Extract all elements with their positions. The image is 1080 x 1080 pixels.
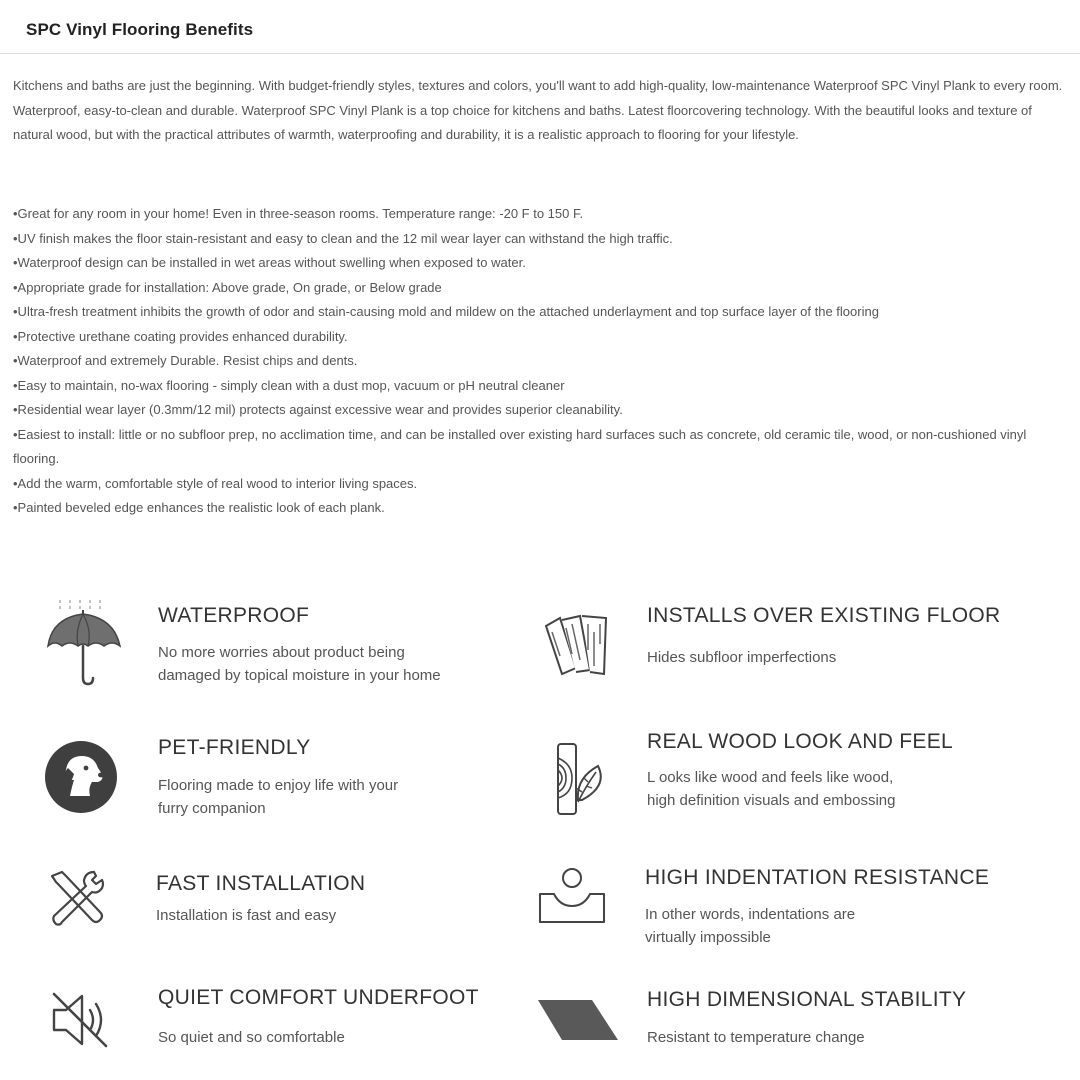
list-item: •Painted beveled edge enhances the realistic look of each plank. [13,500,385,515]
feature-description-line: Resistant to temperature change [647,1029,865,1046]
feature-description [156,904,536,927]
feature-title: PET-FRIENDLY [158,736,311,759]
feature-title: QUIET COMFORT UNDERFOOT [158,986,479,1009]
feature-description [158,641,538,687]
feature-description-line: damaged by topical moisture in your home [158,667,441,684]
feature-description-line: high definition visuals and embossing [647,792,896,809]
intro-paragraph: Kitchens and baths are just the beginning. With budget-friendly styles, textures and colors, you'll want to add high-quality, low-maintenance Waterproof SPC Vinyl Plank to every room. Waterproof, easy-to-clean and durable. Waterproof SPC Vinyl Plank is a top choice for kitchens and baths. Latest floorcovering technology. With the beautiful looks and texture of natural wood, but with the practical attributes of warmth, waterproofing and durability, it is a realistic approach to flooring for your lifestyle. [13,78,1063,142]
parallelogram-plank-icon [534,998,620,1042]
feature-description [647,646,1027,669]
benefits-list [13,202,1071,521]
feature-title: HIGH DIMENSIONAL STABILITY [647,988,967,1011]
feature-description [647,766,1027,812]
feature-description-line: Hides subfloor imperfections [647,649,837,666]
feature-description [158,1026,538,1049]
feature-title: FAST INSTALLATION [156,872,366,895]
list-item: •Great for any room in your home! Even in three-season rooms. Temperature range: -20 F to 150 F. [13,206,584,221]
feature-description-line: furry companion [158,800,266,817]
feature-description-line: Installation is fast and easy [156,907,337,924]
feature-description [645,903,1025,949]
page-title: SPC Vinyl Flooring Benefits [26,20,254,39]
list-item: •Residential wear layer (0.3mm/12 mil) protects against excessive wear and provides superior cleanability. [13,402,623,417]
feature-title: INSTALLS OVER EXISTING FLOOR [647,604,1001,627]
feature-description-line: So quiet and so comfortable [158,1029,345,1046]
feature-description-line: In other words, indentations are [645,906,856,923]
feature-description [158,774,538,820]
feature-description-line: L ooks like wood and feels like wood, [647,769,894,786]
page-header [0,0,1080,54]
feature-title: HIGH INDENTATION RESISTANCE [645,866,990,889]
list-item: •Add the warm, comfortable style of real wood to interior living spaces. [13,475,418,491]
feature-description-line: virtually impossible [645,929,771,946]
feature-description-line: Flooring made to enjoy life with your [158,777,399,794]
umbrella-rain-icon [42,596,124,688]
floor-planks-icon [540,610,612,680]
list-item: •Waterproof design can be installed in wet areas without swelling when exposed to water. [13,255,526,270]
list-item: •Ultra-fresh treatment inhibits the growth of odor and stain-causing mold and mildew on the attached underlayment and top surface layer of the flooring [13,304,879,319]
list-item: •Easiest to install: little or no subfloor prep, no acclimation time, and can be installed over existing hard surfaces such as concrete, old ceramic tile, wood, or non-cushioned vinyl flooring. [13,426,1027,466]
wood-leaf-icon [552,742,608,816]
list-item: •Easy to maintain, no-wax flooring - simply clean with a dust mop, vacuum or pH neutral cleaner [13,377,565,393]
list-item: •Waterproof and extremely Durable. Resist chips and dents. [13,353,358,368]
dog-icon [44,740,118,814]
list-item: •Protective urethane coating provides enhanced durability. [13,328,348,344]
indentation-icon [538,866,606,924]
list-item: •Appropriate grade for installation: Above grade, On grade, or Below grade [13,279,442,295]
list-item: •UV finish makes the floor stain-resistant and easy to clean and the 12 mil wear layer can withstand the high traffic. [13,230,673,246]
feature-description-line: No more worries about product being [158,644,405,661]
muted-speaker-icon [50,990,112,1050]
feature-title: WATERPROOF [158,604,310,627]
tools-icon [48,868,106,928]
feature-title: REAL WOOD LOOK AND FEEL [647,730,954,753]
feature-description [647,1026,1027,1049]
